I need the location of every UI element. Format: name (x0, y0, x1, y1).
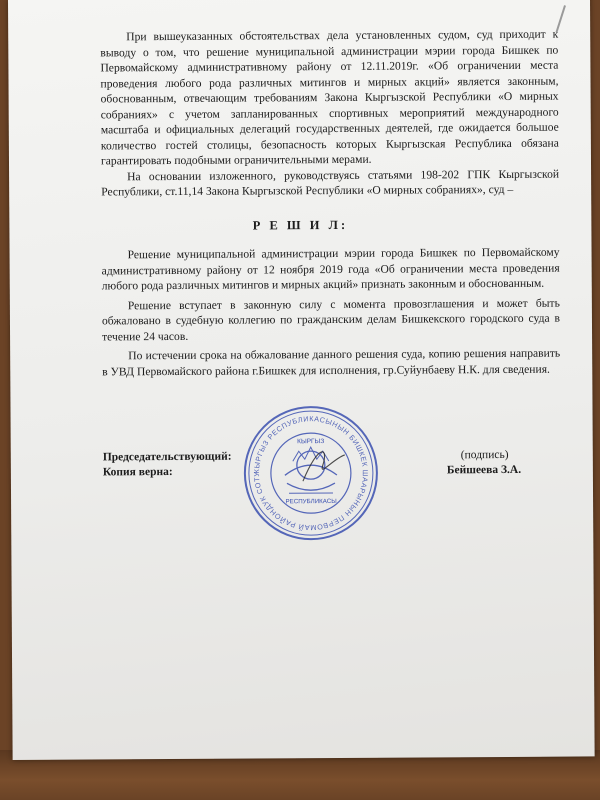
copy-label: Копия верна: (102, 466, 173, 479)
copy-dispatch-paragraph: По истечении срока на обжалование данного решения суда, копию решения направить в УВД Первомайского района г.Бишкек для исполнения, гр.Суйунбаеву Н.К. для сведения. (102, 346, 561, 378)
chair-label: Председательствующий: (102, 450, 232, 464)
decision-paragraph: Решение муниципальной администрации мэрии города Бишкек по Первомайскому административному району от 12 ноября 2019 года «Об ограничении места проведения любого рода различных митингов и мирных акций» признать законным и обоснованным. (101, 245, 560, 293)
document-page (8, 0, 595, 760)
effect-paragraph: Решение вступает в законную силу с момента провозглашения и может быть обжаловано в судебную коллегию по гражданским делам Бишкекского городского суда в течение 24 часов. (101, 296, 560, 343)
court-seal-stamp (240, 403, 381, 544)
judge-name: Бейшеева З.А. (446, 463, 522, 477)
handwritten-signature (303, 452, 345, 482)
seal-center-top: КЫРГЫЗ (297, 438, 325, 446)
seal-center-bottom: РЕСПУБЛИКАСЫ (285, 498, 337, 506)
decision-section (102, 245, 561, 384)
decision-heading: Р Е Ш И Л: (252, 217, 349, 233)
svg-text:КЫРГЫЗ РЕСПУБЛИКАСЫНЫН БИШКЕК (251, 414, 370, 533)
seal-ring-text: КЫРГЫЗ РЕСПУБЛИКАСЫНЫН БИШКЕК ШААРЫНЫН ПЕРВОМАЙ РАЙОНДУК СОТУ (251, 414, 370, 533)
signature-note: (подпись) (460, 448, 509, 462)
findings-paragraph: При вышеуказанных обстоятельствах дела установленных судом, суд приходит к выводу о том, что решение муниципальной администрации мэрии города Бишкек по Первомайскому административному району от 12.11.2019г. «Об ограничении места проведения любого рода различных митингов и мирных акций» является законным, обоснованным, отвечающим требованиям Закона Кыргызской Республики «О мирных собраниях» с учетом запланированных спортивных мероприятий международного масштаба и официальных делегаций государственных деятелей, где ожидается большое количество гостей столицы, безопасность которых Кыргызская Республика обязана гарантировать подобными ограничительными мерами. (100, 27, 559, 168)
grounds-paragraph: На основании изложенного, руководствуясь статьями 198-202 ГПК Кыргызской Республики, ст.11,14 Закона Кыргызской Республики «О мирных собраниях», суд – (101, 167, 560, 199)
findings-section (100, 27, 559, 200)
